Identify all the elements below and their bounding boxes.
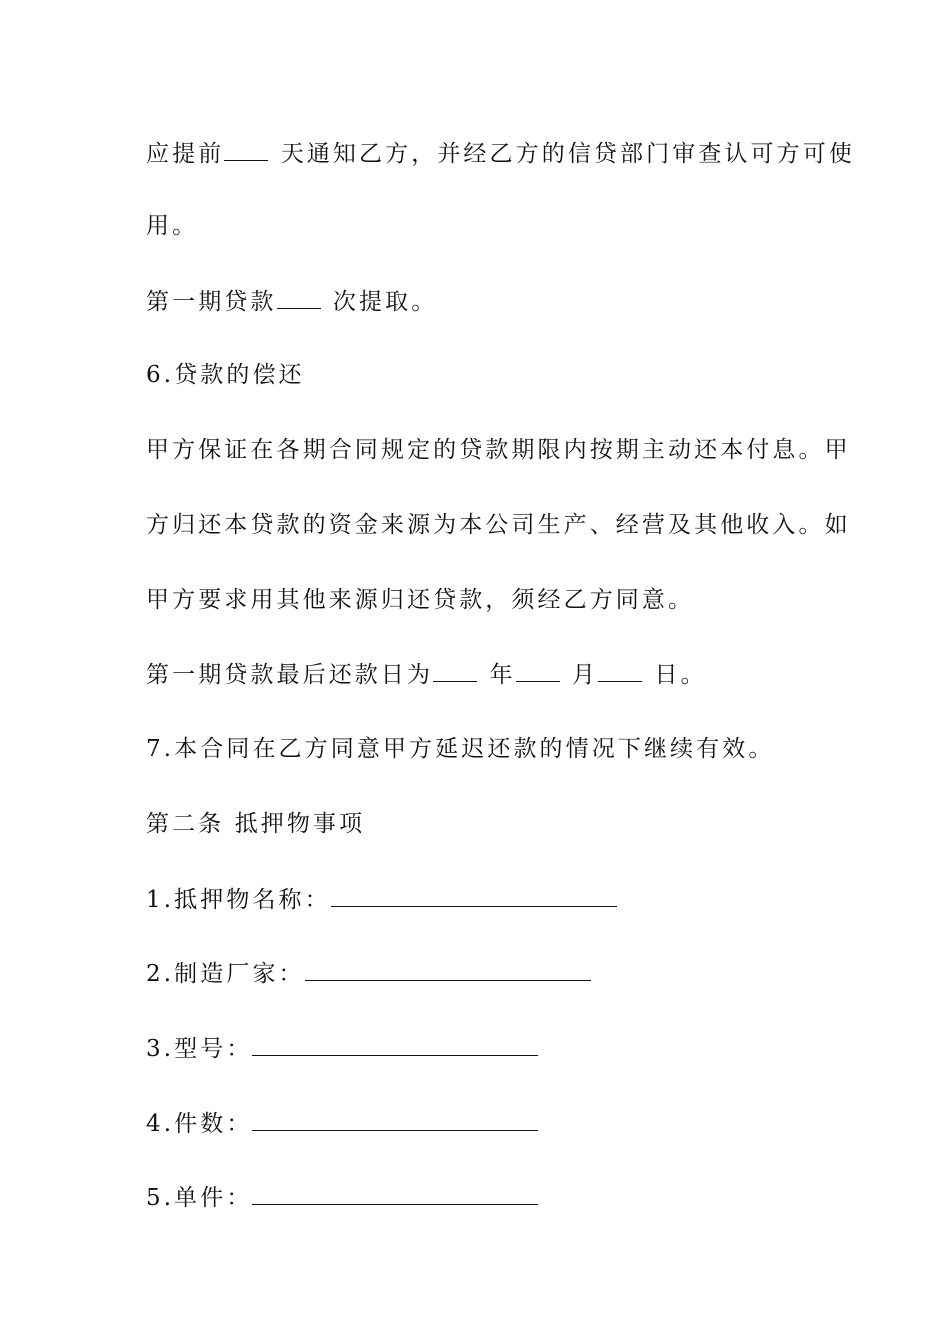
paragraph-first-loan-withdrawal: 第一期贷款 次提取。 <box>146 286 437 317</box>
section-heading-repayment: 6.贷款的偿还 <box>146 362 305 388</box>
blank-field <box>224 138 268 161</box>
field-model: 3.型号： <box>146 1033 538 1064</box>
field-collateral-name: 1.抵押物名称： <box>146 884 617 915</box>
blank-field <box>305 958 591 981</box>
article-heading-collateral: 第二条 抵押物事项 <box>146 811 366 837</box>
blank-month <box>516 659 560 682</box>
blank-field <box>252 1182 538 1205</box>
paragraph-last-repayment-date: 第一期贷款最后还款日为 年 月 日。 <box>146 659 707 690</box>
field-quantity: 4.件数： <box>146 1108 538 1139</box>
paragraph-use: 用。 <box>146 213 199 239</box>
blank-field <box>331 884 617 907</box>
paragraph-repayment-1: 甲方保证在各期合同规定的贷款期限内按期主动还本付息。甲 <box>146 437 851 463</box>
paragraph-repayment-3: 甲方要求用其他来源归还贷款，须经乙方同意。 <box>146 587 695 613</box>
paragraph-clause-7: 7.本合同在乙方同意甲方延迟还款的情况下继续有效。 <box>146 736 775 762</box>
field-unit: 5.单件： <box>146 1182 538 1213</box>
paragraph-notice-days: 应提前 天通知乙方，并经乙方的信贷部门审查认可方可使 <box>146 138 855 169</box>
blank-field <box>277 286 321 309</box>
blank-field <box>252 1033 538 1056</box>
blank-field <box>252 1108 538 1131</box>
field-manufacturer: 2.制造厂家： <box>146 958 591 989</box>
blank-day <box>598 659 642 682</box>
blank-year <box>433 659 477 682</box>
paragraph-repayment-2: 方归还本贷款的资金来源为本公司生产、经营及其他收入。如 <box>146 512 851 538</box>
